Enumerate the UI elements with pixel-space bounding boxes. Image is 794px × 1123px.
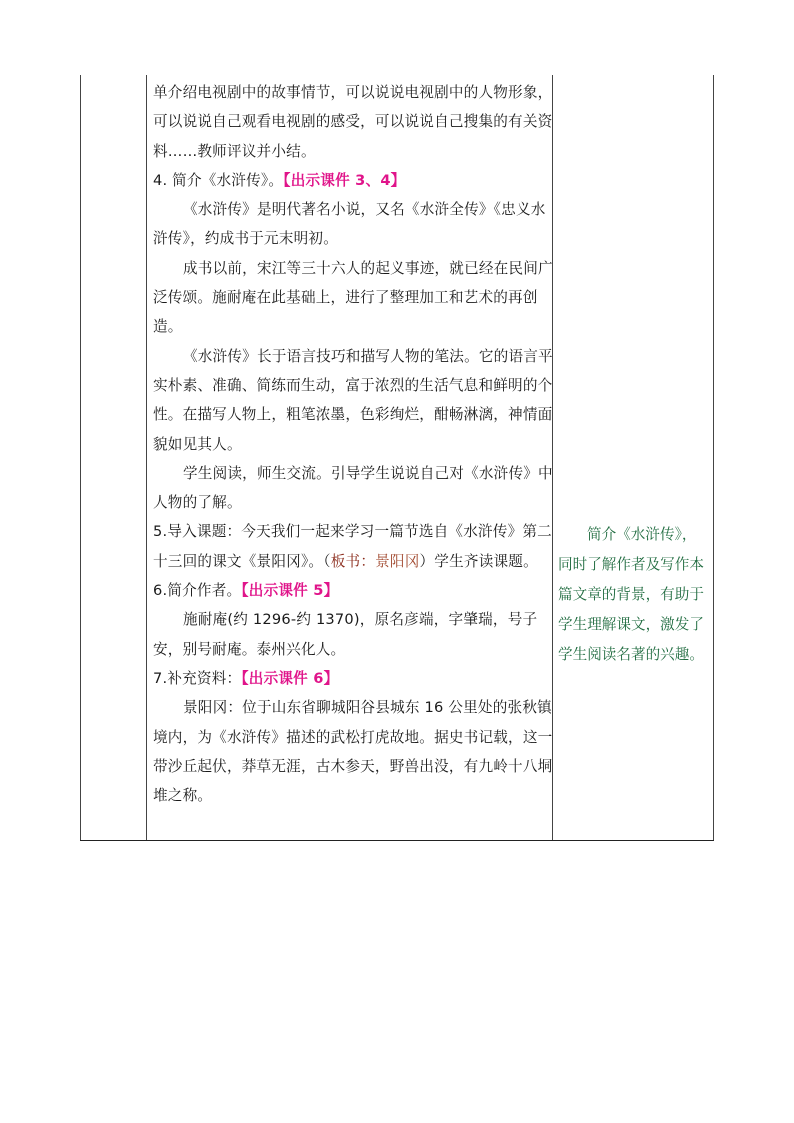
author-paragraph: 施耐庵(约 1296-约 1370)，原名彦端，字肇瑞，号子安，别号耐庵。泰州兴化人。 bbox=[153, 611, 538, 658]
main-content-cell bbox=[153, 78, 553, 810]
step-4-courseware-tag: 【出示课件 3、4】 bbox=[283, 171, 406, 189]
lesson-table bbox=[80, 75, 714, 841]
table-border-left bbox=[80, 75, 81, 840]
origin-paragraph: 成书以前，宋江等三十六人的起义事迹，就已经在民间广泛传颂。施耐庵在此基础上，进行了整理加工和艺术的再创造。 bbox=[153, 259, 553, 336]
design-intent-cell bbox=[558, 520, 708, 670]
board-value: 景阳冈 bbox=[375, 552, 420, 570]
reading-paragraph: 学生阅读，师生交流。引导学生说说自己对《水浒传》中人物的了解。 bbox=[153, 464, 553, 512]
intro-paragraph: 单介绍电视剧中的故事情节，可以说说电视剧中的人物形象，可以说说自己观看电视剧的感受，可以说说自己搜集的有关资料……教师评议并小结。 bbox=[153, 84, 553, 160]
step-6-courseware-tag: 【出示课件 5】 bbox=[241, 582, 339, 600]
step-4-label: 4. 简介《水浒传》。 bbox=[153, 171, 284, 189]
step-7-courseware-tag: 【出示课件 6】 bbox=[241, 669, 339, 687]
step-7-label: 7.补充资料： bbox=[153, 669, 242, 687]
table-divider-1 bbox=[146, 75, 147, 840]
step-6-heading bbox=[153, 576, 553, 605]
design-intent-note: 简介《水浒传》，同时了解作者及写作本篇文章的背景，有助于学生理解课文，激发了学生阅读名著的兴趣。 bbox=[558, 526, 704, 663]
style-paragraph: 《水浒传》长于语言技巧和描写人物的笔法。它的语言平实朴素、准确、简练而生动，富于浓烈的生活气息和鲜明的个性。在描写人物上，粗笔浓墨，色彩绚烂，酣畅淋漓，神情面貌如见其人。 bbox=[153, 347, 553, 453]
table-border-right bbox=[713, 75, 714, 840]
board-label: 板书： bbox=[330, 552, 376, 570]
step-6-label: 6.简介作者。 bbox=[153, 582, 242, 600]
step-7-heading bbox=[153, 664, 553, 693]
step-4-heading bbox=[153, 166, 553, 195]
jingyanggang-paragraph: 景阳冈：位于山东省聊城阳谷县城东 16 公里处的张秋镇境内，为《水浒传》描述的武松打虎故地。据史书记载，这一带沙丘起伏，莽草无涯，古木参天，野兽出没，有九岭十八垌堆之称。 bbox=[153, 699, 553, 805]
shuihu-intro-paragraph: 《水浒传》是明代著名小说，又名《水浒全传》《忠义水浒传》，约成书于元末明初。 bbox=[153, 201, 546, 248]
step-5-text: 5.导入课题：今天我们一起来学习一篇节选自《水浒传》第二十三回的课文《景阳冈》。（ bbox=[153, 523, 552, 570]
step-5-paragraph bbox=[153, 517, 553, 576]
step-5-text-after: ）学生齐读课题。 bbox=[419, 552, 538, 570]
